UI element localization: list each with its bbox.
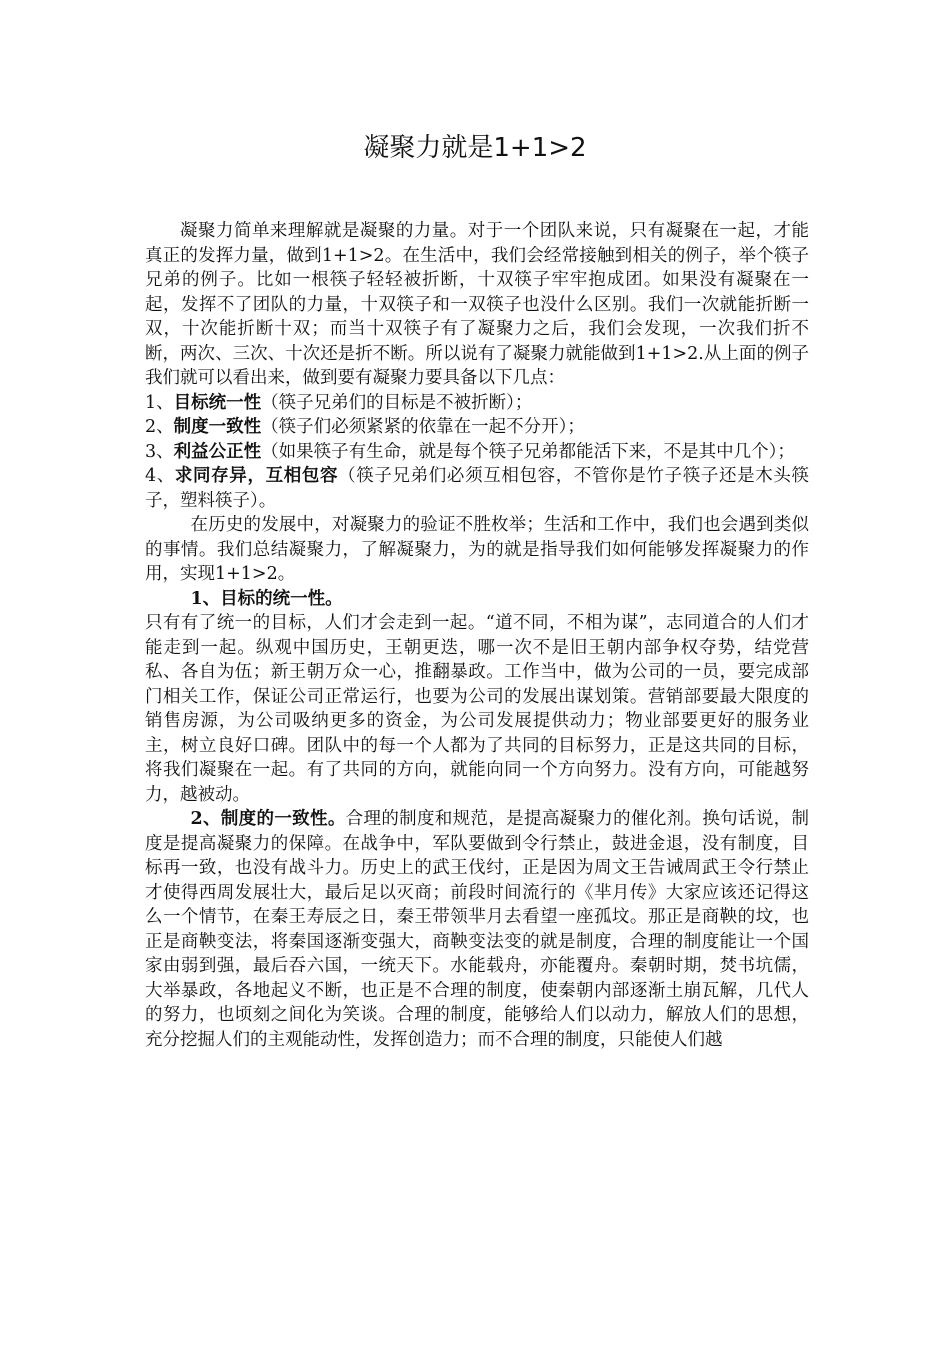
section1-paragraph: 只有有了统一的目标，人们才会走到一起。“道不同，不相为谋”，志同道合的人们才能走到一起。纵观中国历史，王朝更迭，哪一次不是旧王朝内部争权夺势，结党营私、各自为伍；新王朝万众一心，推翻暴政。工作当中，做为公司的一员，要完成部门相关工作，保证公司正常运行，也要为公司的发展出谋划策。营销部要最大限度的销售房源，为公司吸纳更多的资金，为公司发展提供动力；物业部要更好的服务业主，树立良好口碑。团队中的每一个人都为了共同的目标努力，正是这共同的目标，将我们凝聚在一起。有了共同的方向，就能向同一个方向努力。没有方向，可能越努力，越被动。 [145,613,809,805]
point-heading: 目标统一性 [173,392,262,413]
point-text: （筷子们必须紧紧的依靠在一起不分开）； [261,417,585,437]
section1-heading [145,587,809,612]
point-number: 2、 [145,417,174,437]
section2-heading: 2、制度的一致性。 [190,809,346,829]
point-text: （筷子兄弟们必须互相包容，不管你是竹子筷子还是木头筷子，塑料筷子）。 [145,466,809,511]
document-body [145,219,809,1052]
point-heading: 利益公正性 [173,441,262,462]
document-title: 凝聚力就是1+1>2 [363,133,587,163]
point-item-4 [145,464,809,513]
section2-text: 合理的制度和规范，是提高凝聚力的催化剂。换句话说，制度是提高凝聚力的保障。在战争中，军队要做到令行禁止，鼓进金退，没有制度，目标再一致，也没有战斗力。历史上的武王伐纣，正是因为周文王告诫周武王令行禁止才使得西周发展壮大，最后足以灭商；前段时间流行的《芈月传》大家应该还记得这么一个情节，在秦王寿辰之日，秦王带领芈月去看望一座孤坟。那正是商鞅的坟，也正是商鞅变法，将秦国逐渐变强大，商鞅变法变的就是制度，合理的制度能让一个国家由弱到强，最后吞六国，一统天下。水能载舟，亦能覆舟。秦朝时期，焚书坑儒，大举暴政，各地起义不断，也正是不合理的制度，使秦朝内部逐渐土崩瓦解，几代人的努力，也顷刻之间化为笑谈。合理的制度，能够给人们以动力，解放人们的思想，充分挖掘人们的主观能动性，发挥创造力；而不合理的制度，只能使人们越 [145,809,809,1050]
point-number: 4、 [145,466,175,486]
section2-paragraph [145,807,809,1052]
point-item-3 [145,440,809,465]
history-paragraph: 在历史的发展中，对凝聚力的验证不胜枚举；生活和工作中，我们也会遇到类似的事情。我们总结凝聚力，了解凝聚力，为的就是指导我们如何能够发挥凝聚力的作用，实现1+1>2。 [145,515,809,584]
point-heading: 制度一致性 [173,417,262,437]
section1-heading-text: 1、目标的统一性。 [190,588,343,609]
point-number: 3、 [145,441,174,462]
intro-paragraph: 凝聚力简单来理解就是凝聚的力量。对于一个团队来说，只有凝聚在一起，才能真正的发挥力量，做到1+1>2。在生活中，我们会经常接触到相关的例子，举个筷子兄弟的例子。比如一根筷子轻轻被折断，十双筷子牢牢抱成团。如果没有凝聚在一起，发挥不了团队的力量，十双筷子和一双筷子也没什么区别。我们一次就能折断一双，十次能折断十双；而当十双筷子有了凝聚力之后，我们会发现，一次我们折不断，两次、三次、十次还是折不断。所以说有了凝聚力就能做到1+1>2.从上面的例子我们就可以看出来，做到要有凝聚力要具备以下几点： [145,221,809,388]
point-text: （筷子兄弟们的目标是不被折断）； [261,392,533,413]
point-number: 1、 [145,392,174,413]
point-item-1 [145,391,809,416]
point-text: （如果筷子有生命，就是每个筷子兄弟都能活下来，不是其中几个）； [261,441,795,462]
point-heading: 求同存异，互相包容 [174,466,339,486]
point-item-2 [145,415,809,440]
